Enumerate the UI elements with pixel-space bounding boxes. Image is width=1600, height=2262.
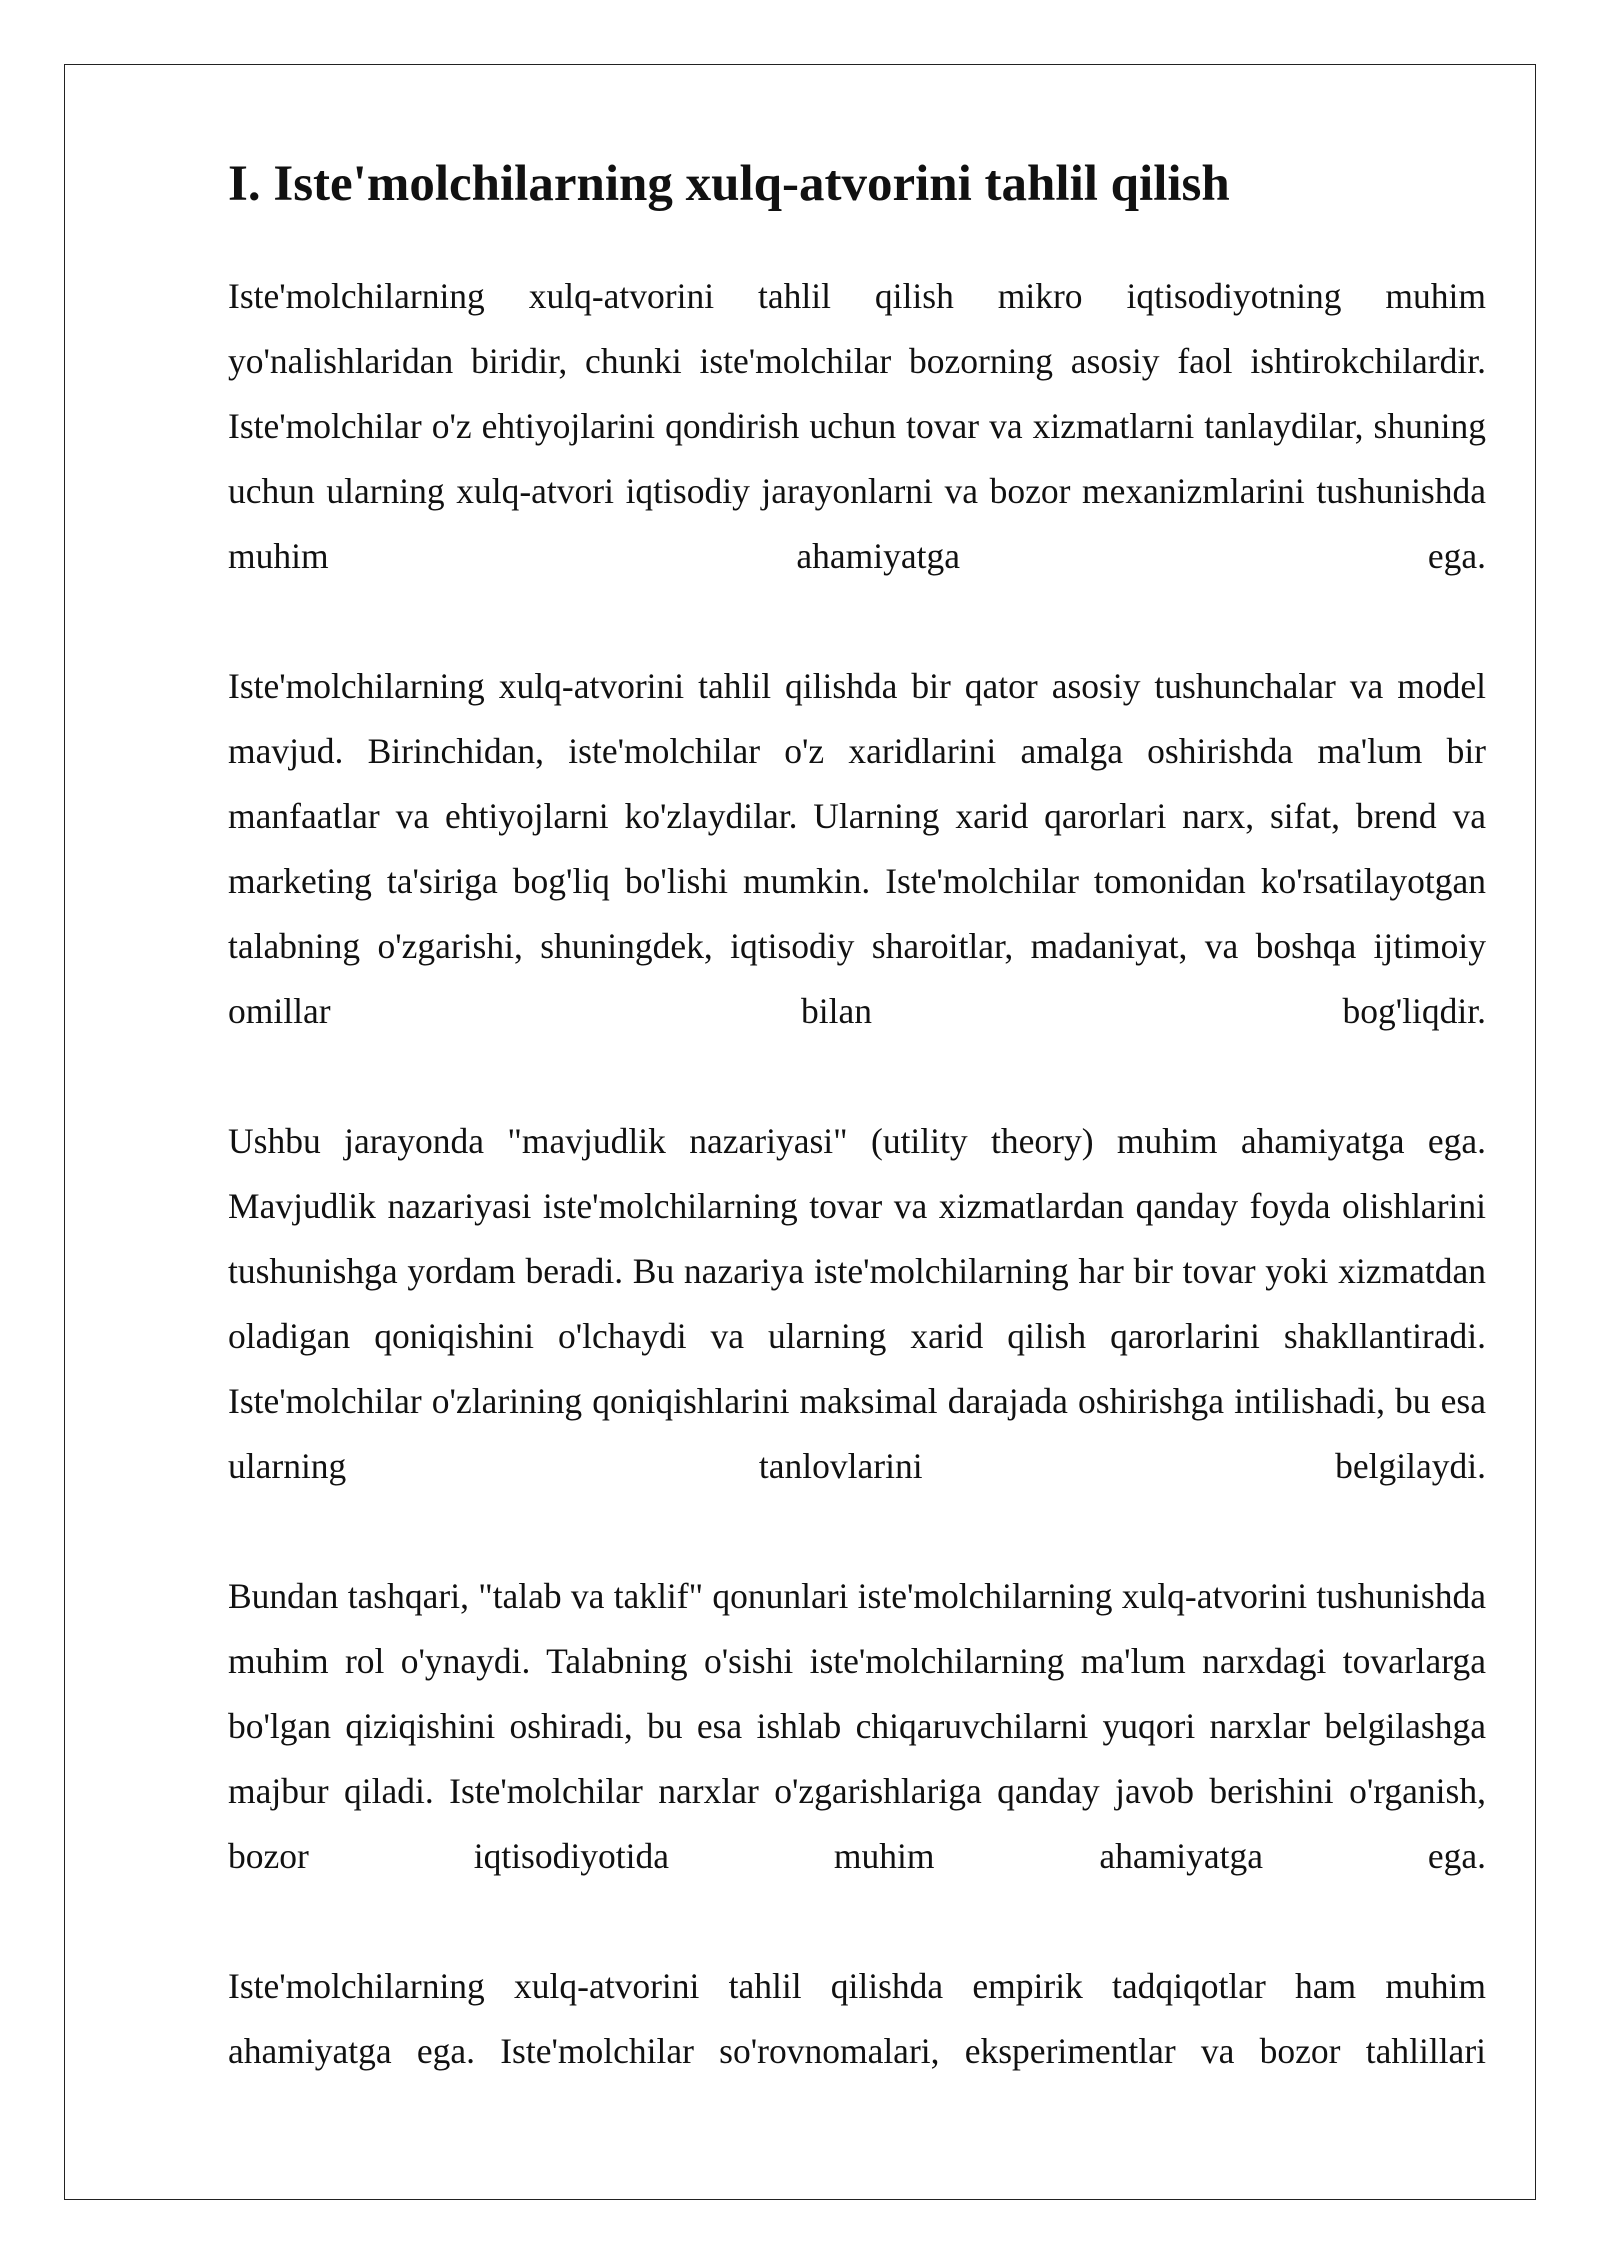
paragraph-3: Ushbu jarayonda "mavjudlik nazariyasi" (utility theory) muhim ahamiyatga ega. Mavjudlik nazariyasi iste'molchilarning tovar va xizmatlardan qanday foyda olishlarini tushunishga yordam beradi. Bu nazariya iste'molchilarning har bir tovar yoki xizmatdan oladigan qoniqishini o'lchaydi va ularning xarid qilish qarorlarini shakllantiradi. Iste'molchilar o'zlarining qoniqishlarini maksimal darajada oshirishga intilishadi, bu esa ularning tanlovlarini belgilaydi. <box>228 1121 1486 1486</box>
section-heading: I. Iste'molchilarning xulq-atvorini tahlil qilish <box>228 156 1230 212</box>
paragraph-5: Iste'molchilarning xulq-atvorini tahlil qilishda empirik tadqiqotlar ham muhim ahamiyatga ega. Iste'molchilar so'rovnomalari, eksperimentlar va bozor tahlillari <box>228 1966 1486 2071</box>
paragraph-4: Bundan tashqari, "talab va taklif" qonunlari iste'molchilarning xulq-atvorini tushunishda muhim rol o'ynaydi. Talabning o'sishi iste'molchilarning ma'lum narxdagi tovarlarga bo'lgan qiziqishini oshiradi, bu esa ishlab chiqaruvchilarni yuqori narxlar belgilashga majbur qiladi. Iste'molchilar narxlar o'zgarishlariga qanday javob berishini o'rganish, bozor iqtisodiyotida muhim ahamiyatga ega. <box>228 1576 1486 1876</box>
document-body <box>228 150 1486 2084</box>
paragraph-2: Iste'molchilarning xulq-atvorini tahlil qilishda bir qator asosiy tushunchalar va model mavjud. Birinchidan, iste'molchilar o'z xaridlarini amalga oshirishda ma'lum bir manfaatlar va ehtiyojlarni ko'zlaydilar. Ularning xarid qarorlari narx, sifat, brend va marketing ta'siriga bog'liq bo'lishi mumkin. Iste'molchilar tomonidan ko'rsatilayotgan talabning o'zgarishi, shuningdek, iqtisodiy sharoitlar, madaniyat, va boshqa ijtimoiy omillar bilan bog'liqdir. <box>228 666 1486 1031</box>
paragraph-1: Iste'molchilarning xulq-atvorini tahlil qilish mikro iqtisodiyotning muhim yo'nalishlaridan biridir, chunki iste'molchilar bozorning asosiy faol ishtirokchilardir. Iste'molchilar o'z ehtiyojlarini qondirish uchun tovar va xizmatlarni tanlaydilar, shuning uchun ularning xulq-atvori iqtisodiy jarayonlarni va bozor mexanizmlarini tushunishda muhim ahamiyatga ega. <box>228 276 1486 576</box>
